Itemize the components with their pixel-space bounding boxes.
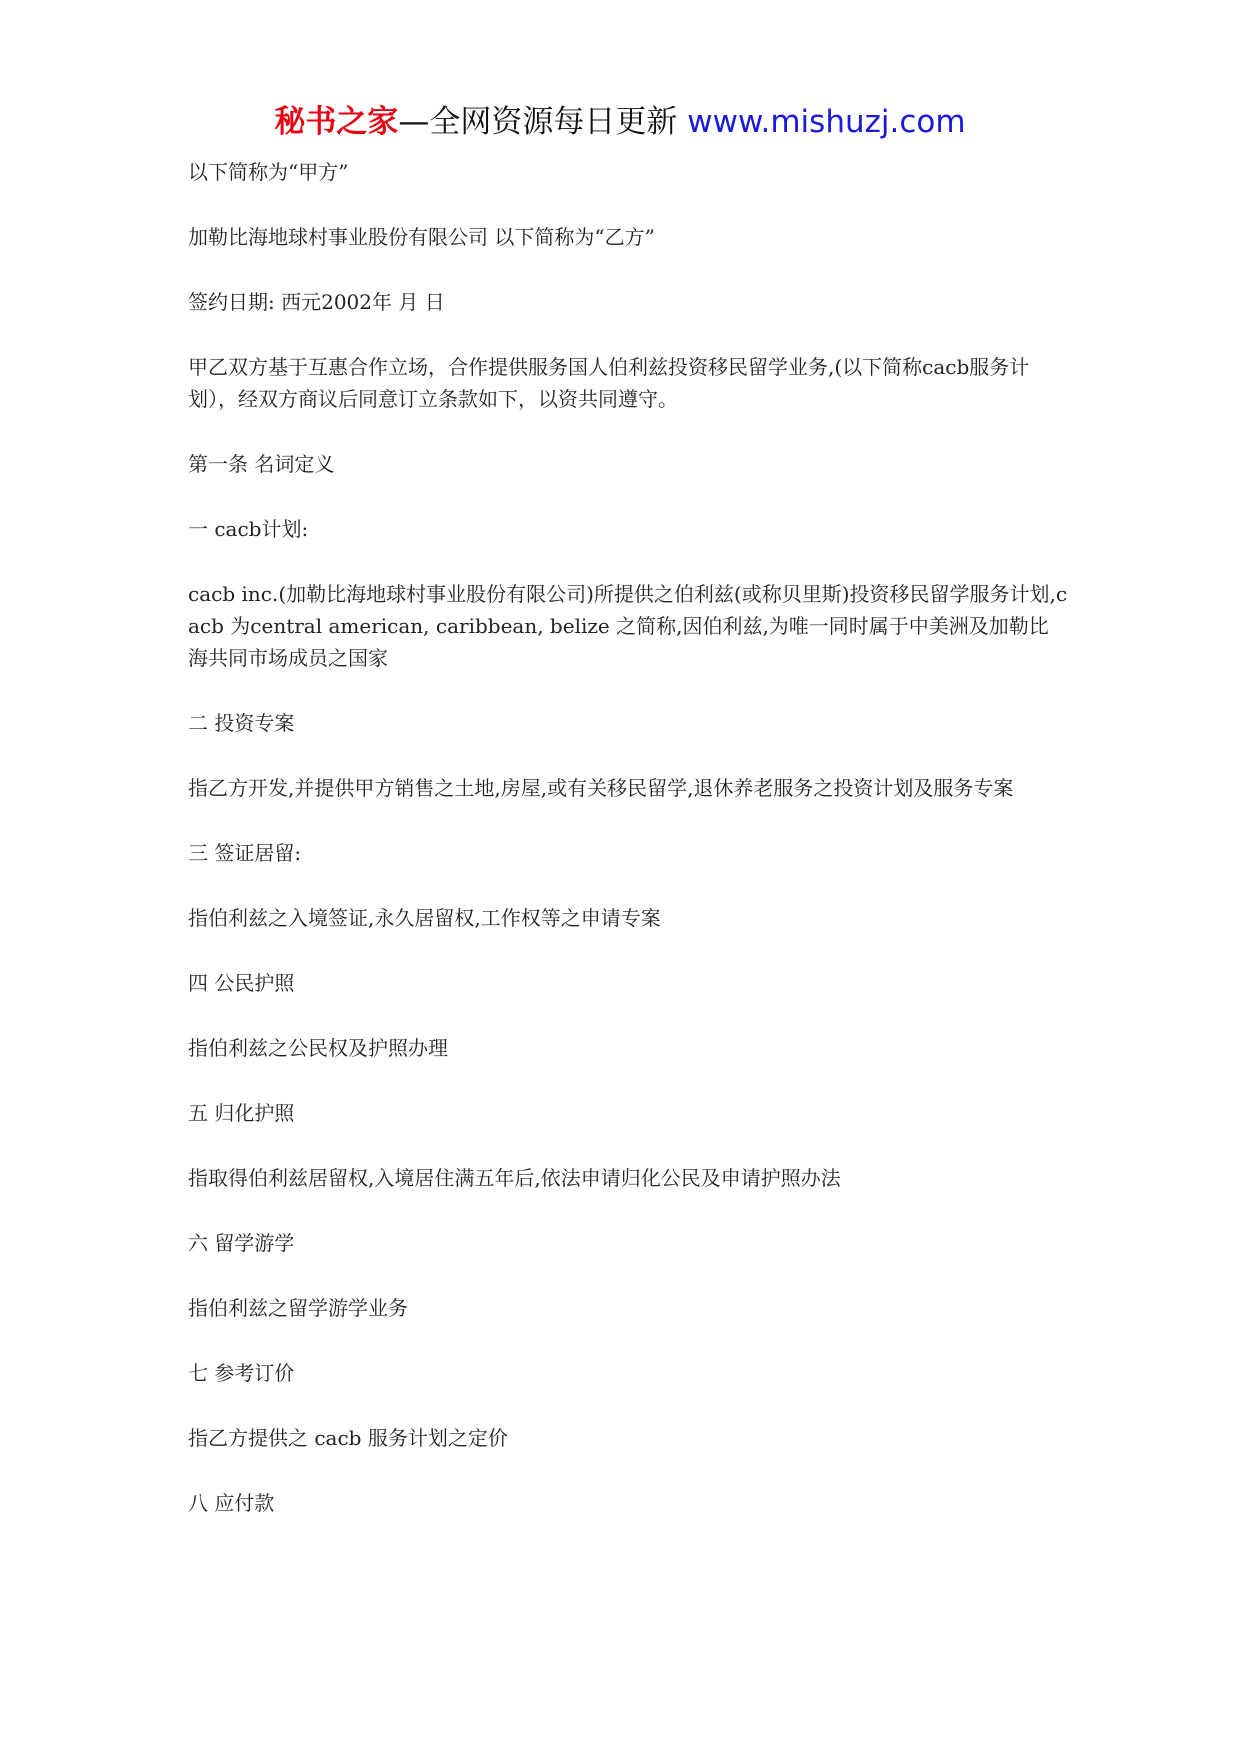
term-6-definition: 指伯利兹之留学游学业务 (188, 1296, 408, 1320)
term-3-definition: 指伯利兹之入境签证,永久居留权,工作权等之申请专案 (188, 906, 661, 930)
term-5-heading: 五 归化护照 (188, 1101, 295, 1125)
article-1-heading: 第一条 名词定义 (188, 452, 335, 476)
term-4-definition: 指伯利兹之公民权及护照办理 (188, 1036, 448, 1060)
term-1-heading: 一 cacb计划: (188, 517, 309, 541)
term-8-heading: 八 应付款 (188, 1491, 275, 1515)
term-7-heading: 七 参考订价 (188, 1361, 295, 1385)
party-a-note: 以下简称为“甲方” (188, 160, 349, 184)
term-7-definition: 指乙方提供之 cacb 服务计划之定价 (188, 1426, 508, 1450)
site-url[interactable]: www.mishuzj.com (687, 104, 966, 140)
page-header (0, 100, 1240, 144)
preamble: 甲乙双方基于互惠合作立场，合作提供服务国人伯利兹投资移民留学业务,(以下简称cacb服务计划），经双方商议后同意订立条款如下，以资共同遵守。 (188, 355, 1030, 411)
document-body (188, 156, 1068, 1552)
term-6-heading: 六 留学游学 (188, 1231, 295, 1255)
header-tagline: —全网资源每日更新 (398, 104, 678, 140)
party-b-note: 加勒比海地球村事业股份有限公司 以下简称为“乙方” (188, 225, 655, 249)
term-1-definition: cacb inc.(加勒比海地球村事业股份有限公司)所提供之伯利兹(或称贝里斯)投资移民留学服务计划,cacb 为central american, caribbean, belize 之简称,因伯利兹,为唯一同时属于中美洲及加勒比海共同市场成员之国家 (188, 582, 1068, 670)
term-4-heading: 四 公民护照 (188, 971, 295, 995)
signing-date: 签约日期: 西元2002年 月 日 (188, 290, 445, 314)
term-2-definition: 指乙方开发,并提供甲方销售之土地,房屋,或有关移民留学,退休养老服务之投资计划及服务专案 (188, 776, 1014, 800)
term-2-heading: 二 投资专案 (188, 711, 295, 735)
brand-name: 秘书之家 (274, 104, 399, 140)
term-3-heading: 三 签证居留: (188, 841, 302, 865)
term-5-definition: 指取得伯利兹居留权,入境居住满五年后,依法申请归化公民及申请护照办法 (188, 1166, 841, 1190)
